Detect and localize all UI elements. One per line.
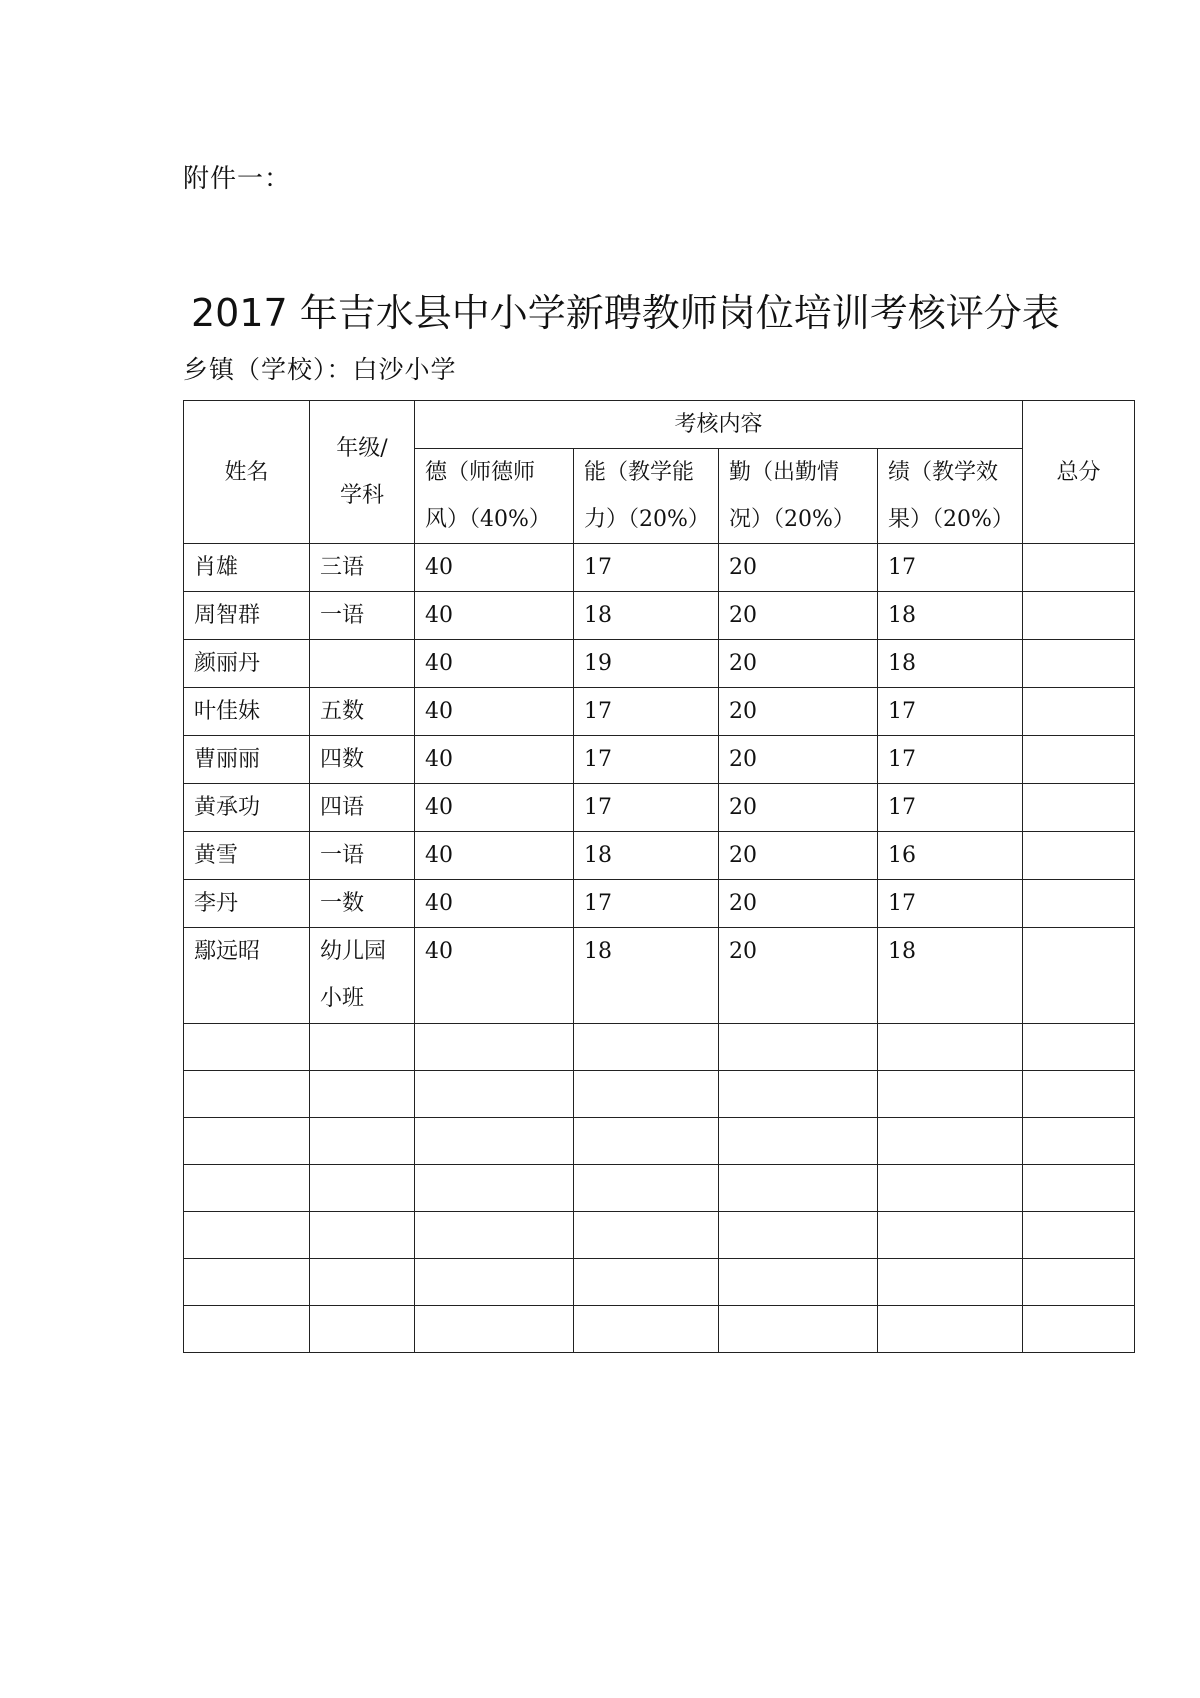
empty-cell — [574, 1259, 719, 1306]
cell-ji: 18 — [878, 928, 1023, 1024]
cell-qin: 20 — [719, 832, 878, 880]
cell-name: 周智群 — [184, 592, 310, 640]
cell-neng: 18 — [574, 592, 719, 640]
empty-cell — [310, 1024, 415, 1071]
cell-de: 40 — [415, 880, 574, 928]
empty-row — [184, 1306, 1135, 1353]
cell-total — [1023, 784, 1135, 832]
empty-cell — [1023, 1212, 1135, 1259]
table-row — [184, 592, 1135, 640]
empty-row — [184, 1259, 1135, 1306]
empty-cell — [719, 1024, 878, 1071]
cell-total — [1023, 736, 1135, 784]
cell-de: 40 — [415, 688, 574, 736]
cell-qin: 20 — [719, 736, 878, 784]
score-table — [183, 400, 1135, 1353]
empty-cell — [574, 1071, 719, 1118]
empty-cell — [415, 1259, 574, 1306]
cell-neng: 17 — [574, 688, 719, 736]
cell-grade — [310, 928, 415, 1024]
table-row — [184, 880, 1135, 928]
empty-cell — [719, 1071, 878, 1118]
cell-name: 曹丽丽 — [184, 736, 310, 784]
header-de — [415, 449, 574, 544]
cell-de: 40 — [415, 592, 574, 640]
cell-qin: 20 — [719, 544, 878, 592]
cell-total — [1023, 880, 1135, 928]
empty-row — [184, 1212, 1135, 1259]
empty-cell — [184, 1306, 310, 1353]
header-row — [184, 401, 1135, 449]
header-qin — [719, 449, 878, 544]
empty-cell — [415, 1024, 574, 1071]
cell-name: 李丹 — [184, 880, 310, 928]
cell-total — [1023, 640, 1135, 688]
cell-neng: 18 — [574, 832, 719, 880]
header-neng — [574, 449, 719, 544]
cell-grade: 一数 — [310, 880, 415, 928]
cell-ji: 18 — [878, 592, 1023, 640]
cell-name: 黄承功 — [184, 784, 310, 832]
cell-de: 40 — [415, 784, 574, 832]
header-ji-line1: 绩（教学效 — [888, 460, 999, 485]
cell-de: 40 — [415, 640, 574, 688]
cell-ji: 18 — [878, 640, 1023, 688]
empty-cell — [1023, 1306, 1135, 1353]
cell-ji: 17 — [878, 544, 1023, 592]
cell-neng: 18 — [574, 928, 719, 1024]
cell-ji: 17 — [878, 880, 1023, 928]
header-assessment-group: 考核内容 — [415, 401, 1023, 449]
header-name: 姓名 — [184, 401, 310, 544]
cell-name: 叶佳妹 — [184, 688, 310, 736]
cell-total — [1023, 544, 1135, 592]
empty-cell — [310, 1306, 415, 1353]
empty-cell — [415, 1071, 574, 1118]
header-grade-line1: 年级/ — [336, 436, 388, 461]
empty-cell — [184, 1071, 310, 1118]
empty-cell — [878, 1024, 1023, 1071]
empty-cell — [574, 1024, 719, 1071]
cell-qin: 20 — [719, 592, 878, 640]
cell-ji: 17 — [878, 688, 1023, 736]
header-grade — [310, 401, 415, 544]
empty-cell — [184, 1024, 310, 1071]
header-qin-line2: 况）（20%） — [729, 507, 855, 532]
empty-cell — [310, 1071, 415, 1118]
table-row — [184, 640, 1135, 688]
cell-total — [1023, 592, 1135, 640]
cell-name: 黄雪 — [184, 832, 310, 880]
empty-cell — [1023, 1071, 1135, 1118]
empty-cell — [184, 1118, 310, 1165]
cell-qin: 20 — [719, 880, 878, 928]
empty-cell — [878, 1212, 1023, 1259]
header-ji-line2: 果）（20%） — [888, 507, 1014, 532]
empty-cell — [415, 1212, 574, 1259]
empty-cell — [574, 1118, 719, 1165]
empty-cell — [574, 1212, 719, 1259]
empty-cell — [878, 1165, 1023, 1212]
empty-cell — [1023, 1024, 1135, 1071]
header-neng-line2: 力）（20%） — [584, 507, 710, 532]
table-row — [184, 832, 1135, 880]
empty-cell — [878, 1071, 1023, 1118]
empty-cell — [719, 1259, 878, 1306]
cell-name: 肖雄 — [184, 544, 310, 592]
empty-cell — [310, 1118, 415, 1165]
cell-grade-line1: 幼儿园 — [320, 939, 387, 964]
empty-cell — [878, 1306, 1023, 1353]
cell-ji: 17 — [878, 784, 1023, 832]
cell-total — [1023, 928, 1135, 1024]
empty-cell — [574, 1165, 719, 1212]
empty-row — [184, 1165, 1135, 1212]
header-total: 总分 — [1023, 401, 1135, 544]
cell-neng: 17 — [574, 784, 719, 832]
cell-ji: 17 — [878, 736, 1023, 784]
cell-neng: 17 — [574, 880, 719, 928]
empty-cell — [1023, 1165, 1135, 1212]
cell-grade: 一语 — [310, 832, 415, 880]
cell-ji: 16 — [878, 832, 1023, 880]
cell-de: 40 — [415, 832, 574, 880]
header-ji — [878, 449, 1023, 544]
empty-row — [184, 1118, 1135, 1165]
cell-total — [1023, 832, 1135, 880]
cell-grade: 一语 — [310, 592, 415, 640]
empty-cell — [878, 1118, 1023, 1165]
table-row — [184, 928, 1135, 1024]
header-grade-line2: 学科 — [339, 483, 384, 508]
header-qin-line1: 勤（出勤情 — [729, 460, 840, 485]
empty-cell — [184, 1259, 310, 1306]
cell-grade — [310, 640, 415, 688]
cell-neng: 19 — [574, 640, 719, 688]
empty-cell — [310, 1165, 415, 1212]
school-line: 乡镇（学校）：白沙小学 — [183, 355, 457, 384]
empty-row — [184, 1024, 1135, 1071]
cell-neng: 17 — [574, 544, 719, 592]
cell-qin: 20 — [719, 928, 878, 1024]
cell-name: 鄢远昭 — [184, 928, 310, 1024]
cell-neng: 17 — [574, 736, 719, 784]
cell-qin: 20 — [719, 640, 878, 688]
cell-de: 40 — [415, 544, 574, 592]
empty-cell — [574, 1306, 719, 1353]
table-row — [184, 544, 1135, 592]
cell-de: 40 — [415, 736, 574, 784]
header-neng-line1: 能（教学能 — [584, 460, 695, 485]
empty-cell — [719, 1165, 878, 1212]
cell-grade: 四数 — [310, 736, 415, 784]
header-de-line2: 风）（40%） — [425, 507, 551, 532]
empty-cell — [1023, 1259, 1135, 1306]
table-row — [184, 688, 1135, 736]
cell-grade: 四语 — [310, 784, 415, 832]
table-row — [184, 784, 1135, 832]
empty-cell — [719, 1118, 878, 1165]
empty-cell — [719, 1306, 878, 1353]
attachment-label: 附件一： — [183, 164, 292, 194]
empty-cell — [310, 1212, 415, 1259]
empty-cell — [1023, 1118, 1135, 1165]
empty-cell — [415, 1306, 574, 1353]
cell-qin: 20 — [719, 784, 878, 832]
empty-cell — [184, 1212, 310, 1259]
cell-total — [1023, 688, 1135, 736]
table-row — [184, 736, 1135, 784]
header-de-line1: 德（师德师 — [425, 460, 536, 485]
empty-cell — [719, 1212, 878, 1259]
page-title: 2017 年吉水县中小学新聘教师岗位培训考核评分表 — [191, 291, 1060, 335]
empty-row — [184, 1071, 1135, 1118]
empty-cell — [415, 1118, 574, 1165]
empty-cell — [878, 1259, 1023, 1306]
empty-cell — [310, 1259, 415, 1306]
cell-de: 40 — [415, 928, 574, 1024]
cell-name: 颜丽丹 — [184, 640, 310, 688]
cell-grade: 五数 — [310, 688, 415, 736]
cell-grade: 三语 — [310, 544, 415, 592]
cell-qin: 20 — [719, 688, 878, 736]
empty-cell — [415, 1165, 574, 1212]
cell-grade-line2: 小班 — [320, 986, 365, 1011]
empty-cell — [184, 1165, 310, 1212]
